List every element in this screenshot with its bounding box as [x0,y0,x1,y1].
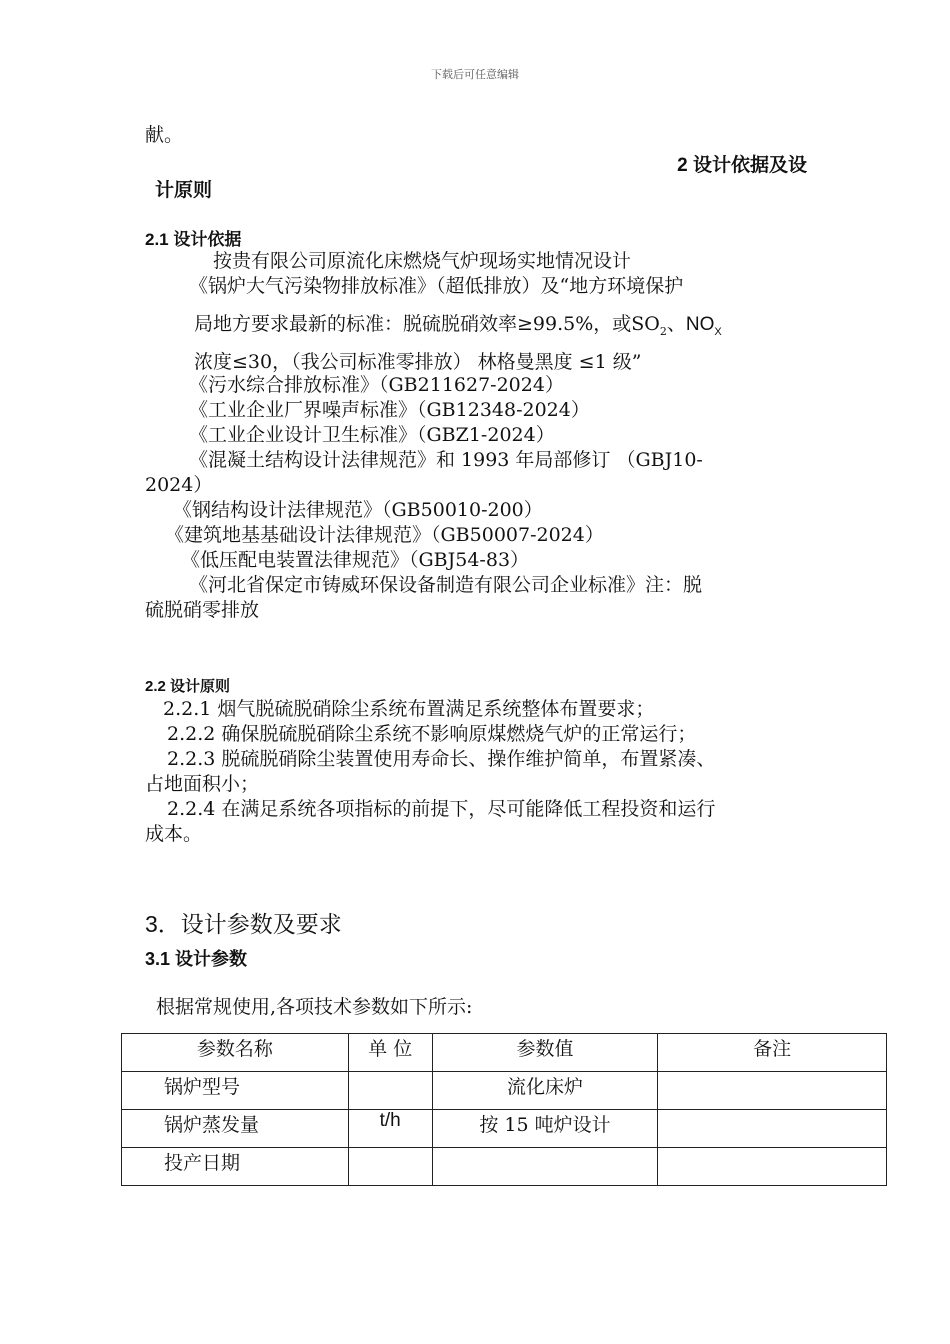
basis-line: 《污水综合排放标准》（GB211627-2024） [189,374,564,396]
table-header-cell: 参数值 [432,1034,658,1072]
table-intro: 根据常规使用,各项技术参数如下所示: [156,996,473,1018]
basis-line: 《建筑地基基础设计法律规范》（GB50007-2024） [165,524,604,546]
table-cell: 投产日期 [122,1148,349,1186]
basis-line: 《锅炉大气污染物排放标准》（超低排放）及“地方环境保护 [189,275,684,297]
basis-line: 2024） [145,474,213,496]
table-cell [348,1072,432,1110]
table-cell [658,1110,887,1148]
table-cell: 锅炉蒸发量 [122,1110,349,1148]
basis-text: 局地方要求最新的标准：脱硫脱硝效率≥99.5%，或 [194,313,632,335]
table-row [122,1110,887,1148]
basis-line: 《河北省保定市铸威环保设备制造有限公司企业标准》注：脱 [189,574,703,596]
basis-line: 硫脱硝零排放 [145,599,260,621]
principle-line: 2.2.1 烟气脱硫脱硝除尘系统布置满足系统整体布置要求； [163,698,655,720]
table-cell: 锅炉型号 [122,1072,349,1110]
separator: 、 [666,313,686,335]
table-header-cell: 备注 [658,1034,887,1072]
so2-label: SO [631,313,660,335]
table-cell: t/h [348,1110,432,1148]
section-2-title-part2: 计原则 [155,180,213,201]
table-cell [658,1148,887,1186]
section-2-2-title: 2.2 设计原则 [145,678,231,695]
table-cell [658,1072,887,1110]
table-header-row [122,1034,887,1072]
nox-label: NO [685,314,715,335]
basis-line: 《工业企业设计卫生标准》（GBZ1-2024） [189,424,555,446]
section-2-1-title: 2.1 设计依据 [145,230,242,249]
basis-line: 按贵有限公司原流化床燃烧气炉现场实地情况设计 [213,250,632,272]
table-header-cell: 单 位 [348,1034,432,1072]
table-header-cell: 参数名称 [122,1034,349,1072]
so2-subscript: 2 [659,324,667,338]
nox-subscript: X [714,325,722,338]
table-cell [348,1148,432,1186]
basis-line: 《低压配电装置法律规范》（GBJ54-83） [181,549,530,571]
principle-line: 成本。 [145,823,203,845]
basis-line: 《工业企业厂界噪声标准》（GB12348-2024） [189,399,590,421]
parameter-table [121,1033,887,1186]
table-row [122,1148,887,1186]
paragraph-tail: 献。 [145,124,184,146]
page-header: 下载后可任意编辑 [431,68,519,81]
section-3-title: 3．设计参数及要求 [145,911,342,937]
basis-line [194,311,722,345]
table-row [122,1072,887,1110]
section-2-title-part1: 2 设计依据及设 [677,155,807,176]
table-cell: 流化床炉 [432,1072,658,1110]
basis-line: 浓度≤30，（我公司标准零排放） 林格曼黑度 ≤1 级” [194,351,642,373]
principle-line: 2.2.3 脱硫脱硝除尘装置使用寿命长、操作维护简单，布置紧凑、 [167,748,716,770]
principle-line: 占地面积小； [145,773,260,795]
table-cell: 按 15 吨炉设计 [432,1110,658,1148]
basis-line: 《混凝土结构设计法律规范》和 1993 年局部修订 （GBJ10- [189,449,703,471]
section-3-1-title: 3.1 设计参数 [145,949,248,969]
principle-line: 2.2.2 确保脱硫脱硝除尘系统不影响原煤燃烧气炉的正常运行； [167,723,697,745]
table-cell [432,1148,658,1186]
principle-line: 2.2.4 在满足系统各项指标的前提下，尽可能降低工程投资和运行 [167,798,716,820]
basis-line: 《钢结构设计法律规范》（GB50010-200） [173,499,543,521]
